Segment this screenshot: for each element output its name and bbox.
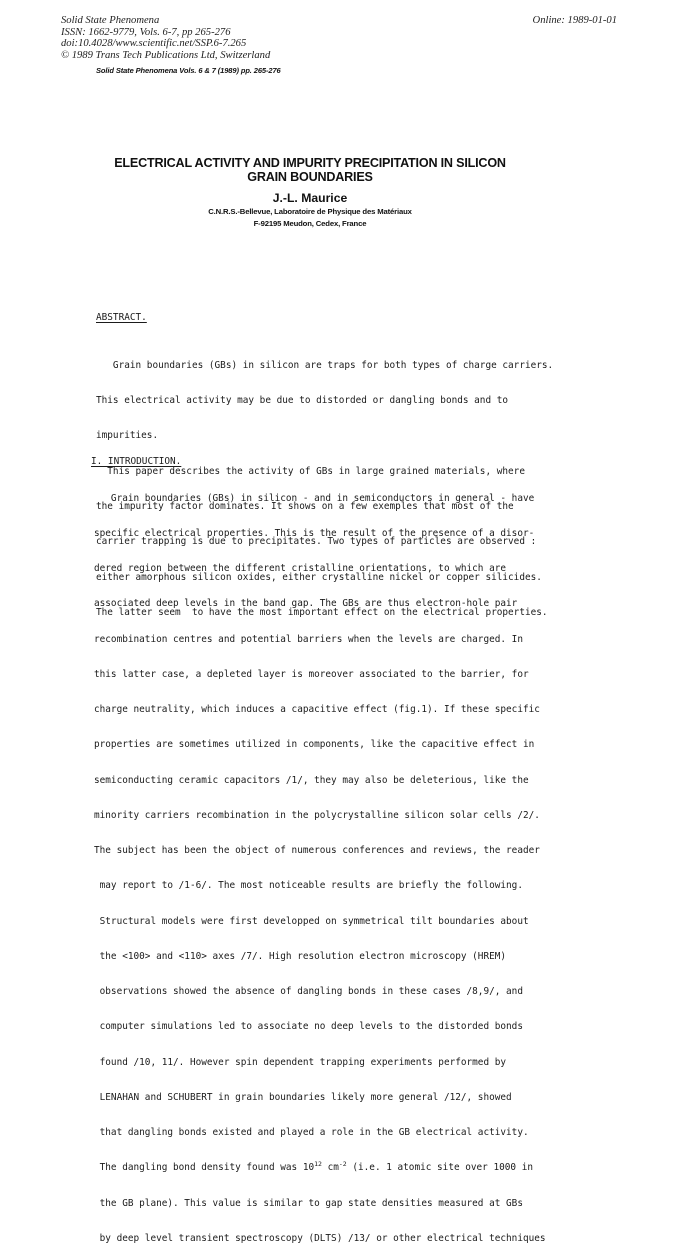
abstract-line: the impurity factor dominates. It shows on a few exemples that most of the	[96, 500, 514, 512]
density-text: The dangling bond density found was 10	[94, 1162, 315, 1174]
intro-line: computer simulations led to associate no deep levels to the distorded bonds	[94, 1021, 523, 1033]
intro-line: this latter case, a depleted layer is moreover associated to the barrier, for	[94, 668, 529, 680]
intro-line: minority carriers recombination in the polycrystalline silicon solar cells /2/.	[94, 809, 540, 821]
density-unit-exponent: -2	[338, 1160, 347, 1169]
abstract-line: impurities.	[96, 430, 159, 442]
paper-title-line-2: GRAIN BOUNDARIES	[247, 170, 373, 184]
intro-line: found /10, 11/. However spin dependent trapping experiments performed by	[94, 1056, 507, 1068]
introduction-heading: I. INTRODUCTION.	[91, 456, 182, 467]
abstract-heading: ABSTRACT.	[96, 312, 147, 323]
intro-line: LENAHAN and SCHUBERT in grain boundaries likely more general /12/, showed	[94, 1091, 512, 1103]
abstract-line: This electrical activity may be due to distorded or dangling bonds and to	[96, 394, 509, 406]
intro-line: charge neutrality, which induces a capacitive effect (fig.1). If these specific	[94, 704, 540, 715]
intro-line: dered region between the different cristalline orientations, to which are	[94, 563, 507, 574]
intro-line: specific electrical properties. This is the result of the presence of a disor-	[94, 527, 535, 539]
density-exponent: 12	[314, 1160, 322, 1169]
title-block	[60, 156, 560, 229]
abstract-line: This paper describes the activity of GBs in large grained materials, where	[96, 465, 525, 477]
abstract-line: carrier trapping is due to precipitates. Two types of particles are observed :	[96, 536, 537, 548]
author-name: J.-L. Maurice	[272, 191, 348, 205]
journal-name: Solid State Phenomena	[61, 15, 160, 26]
doi-line: doi:10.4028/www.scientific.net/SSP.6-7.265	[61, 38, 247, 50]
abstract-line: either amorphous silicon oxides, either crystalline nickel or copper silicides.	[96, 571, 542, 583]
journal-volume-line: Solid State Phenomena Vols. 6 & 7 (1989) pp. 265-276	[96, 66, 281, 75]
online-date: Online: 1989-01-01	[532, 15, 617, 26]
intro-line: associated deep levels in the band gap. The GBs are thus electron-hole pair	[94, 598, 518, 610]
abstract-line: Grain boundaries (GBs) in silicon are traps for both types of charge carriers.	[96, 359, 554, 371]
intro-line-density	[94, 1162, 546, 1174]
publication-info	[61, 15, 270, 61]
affiliation-line-1: C.N.R.S.-Bellevue, Laboratoire de Physique des Matériaux	[208, 207, 412, 216]
issn-line: ISSN: 1662-9779, Vols. 6-7, pp 265-276	[61, 26, 231, 38]
intro-line: The subject has been the object of numerous conferences and reviews, the reader	[94, 845, 540, 856]
copyright-line: © 1989 Trans Tech Publications Ltd, Switzerland	[61, 49, 271, 61]
paper-title-line-1: ELECTRICAL ACTIVITY AND IMPURITY PRECIPITATION IN SILICON	[114, 156, 506, 170]
intro-line: semiconducting ceramic capacitors /1/, they may also be deleterious, like the	[94, 774, 529, 786]
intro-line: properties are sometimes utilized in components, like the capacitive effect in	[94, 739, 535, 751]
affiliation-line-2: F-92195 Meudon, Cedex, France	[253, 219, 367, 228]
introduction-body	[94, 469, 546, 1256]
abstract-line: The latter seem to have the most important effect on the electrical properties.	[96, 607, 548, 618]
intro-line: the <100> and <110> axes /7/. High resolution electron microscopy (HREM)	[94, 950, 507, 962]
intro-line: Grain boundaries (GBs) in silicon - and in semiconductors in general - have	[94, 492, 535, 504]
intro-line: by deep level transient spectroscopy (DLTS) /13/ or other electrical techniques	[94, 1232, 546, 1244]
intro-line: may report to /1-6/. The most noticeable results are briefly the following.	[94, 880, 523, 892]
density-unit: cm	[321, 1162, 339, 1174]
intro-line: observations showed the absence of dangling bonds in these cases /8,9/, and	[94, 986, 523, 997]
intro-line: that dangling bonds existed and played a role in the GB electrical activity.	[94, 1127, 529, 1138]
intro-line: Structural models were first developped on symmetrical tilt boundaries about	[94, 915, 529, 927]
intro-line: the GB plane). This value is similar to gap state densities measured at GBs	[94, 1197, 523, 1209]
intro-line: recombination centres and potential barriers when the levels are charged. In	[94, 633, 523, 645]
density-tail: (i.e. 1 atomic site over 1000 in	[346, 1162, 533, 1174]
